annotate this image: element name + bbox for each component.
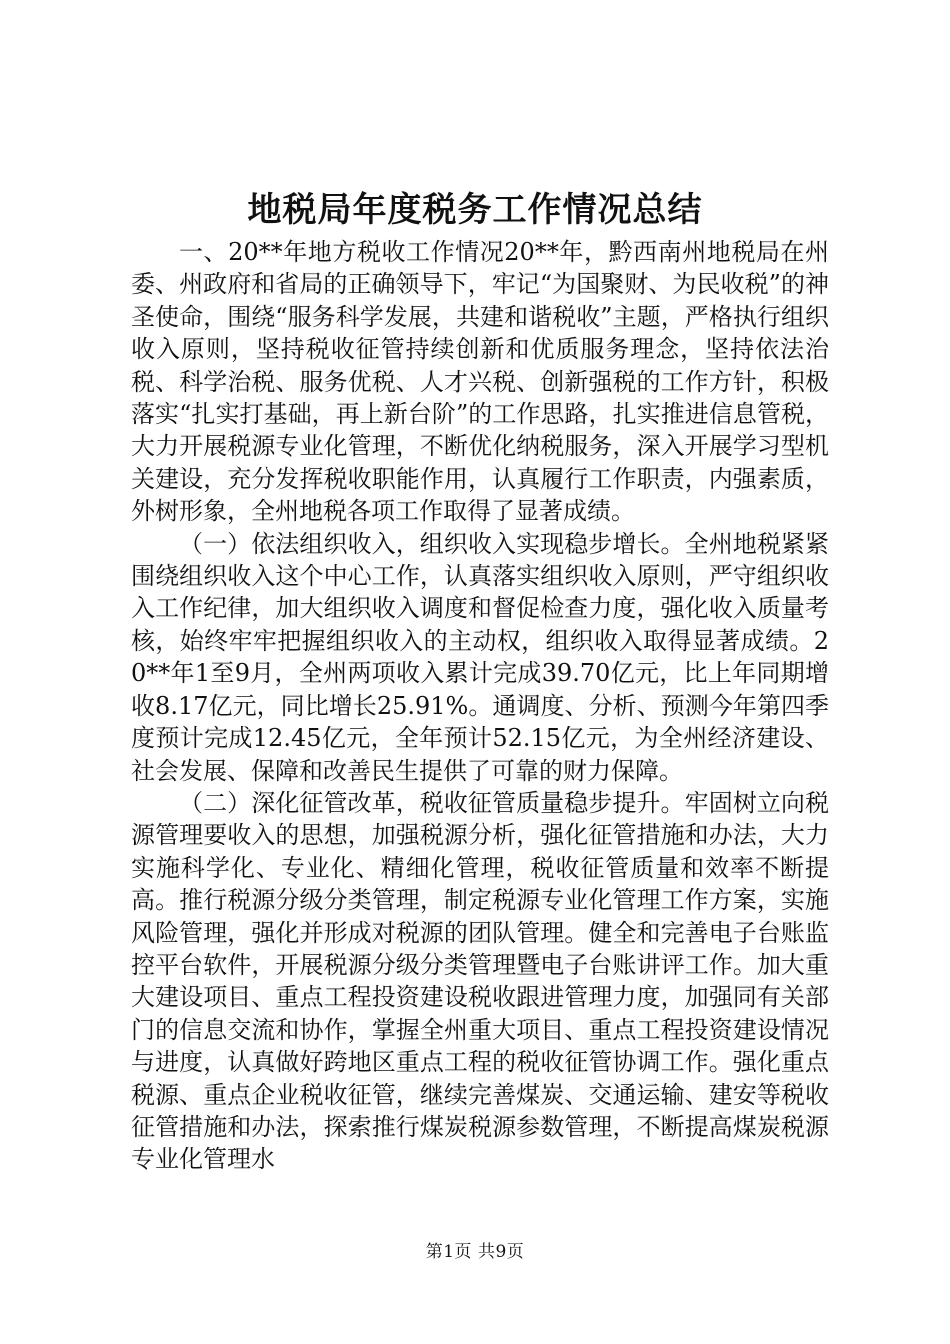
paragraph-2: （一）依法组织收入，组织收入实现稳步增长。全州地税紧紧围绕组织收入这个中心工作，认真落实组织收入原则，严守组织收入工作纪律，加大组织收入调度和督促检查力度，强化收入质量考核，始终牢牢把握组织收入的主动权，组织收入取得显著成绩。20**年1至9月，全州两项收入累计完成39.70亿元，比上年同期增收8.17亿元，同比增长25.91%。通调度、分析、预测今年第四季度预计完成12.45亿元，全年预计52.15亿元，为全州经济建设、社会发展、保障和改善民生提供了可靠的财力保障。 <box>131 529 829 785</box>
paragraph-3: （二）深化征管改革，税收征管质量稳步提升。牢固树立向税源管理要收入的思想，加强税源分析，强化征管措施和办法，大力实施科学化、专业化、精细化管理，税收征管质量和效率不断提高。推行税源分级分类管理，制定税源专业化管理工作方案，实施风险管理，强化并形成对税源的团队管理。健全和完善电子台账监控平台软件，开展税源分级分类管理暨电子台账讲评工作。加大重大建设项目、重点工程投资建设税收跟进管理力度，加强同有关部门的信息交流和协作，掌握全州重大项目、重点工程投资建设情况与进度，认真做好跨地区重点工程的税收征管协调工作。强化重点税源、重点企业税收征管，继续完善煤炭、交通运输、建安等税收征管措施和办法，探索推行煤炭税源参数管理，不断提高煤炭税源专业化管理水 <box>131 788 829 1174</box>
document-body <box>131 236 829 1176</box>
document-title: 地税局年度税务工作情况总结 <box>247 190 703 230</box>
paragraph-1: 一、20**年地方税收工作情况20**年，黔西南州地税局在州委、州政府和省局的正确领导下，牢记“为国聚财、为民收税”的神圣使命，围绕“服务科学发展，共建和谐税收”主题，严格执行组织收入原则，坚持税收征管持续创新和优质服务理念，坚持依法治税、科学治税、服务优税、人才兴税、创新强税的工作方针，积极落实“扎实打基础，再上新台阶”的工作思路，扎实推进信息管税，大力开展税源专业化管理，不断优化纳税服务，深入开展学习型机关建设，充分发挥税收职能作用，认真履行工作职责，内强素质，外树形象，全州地税各项工作取得了显著成绩。 <box>131 238 829 526</box>
page-footer: 第1页 共9页 <box>425 1242 525 1262</box>
